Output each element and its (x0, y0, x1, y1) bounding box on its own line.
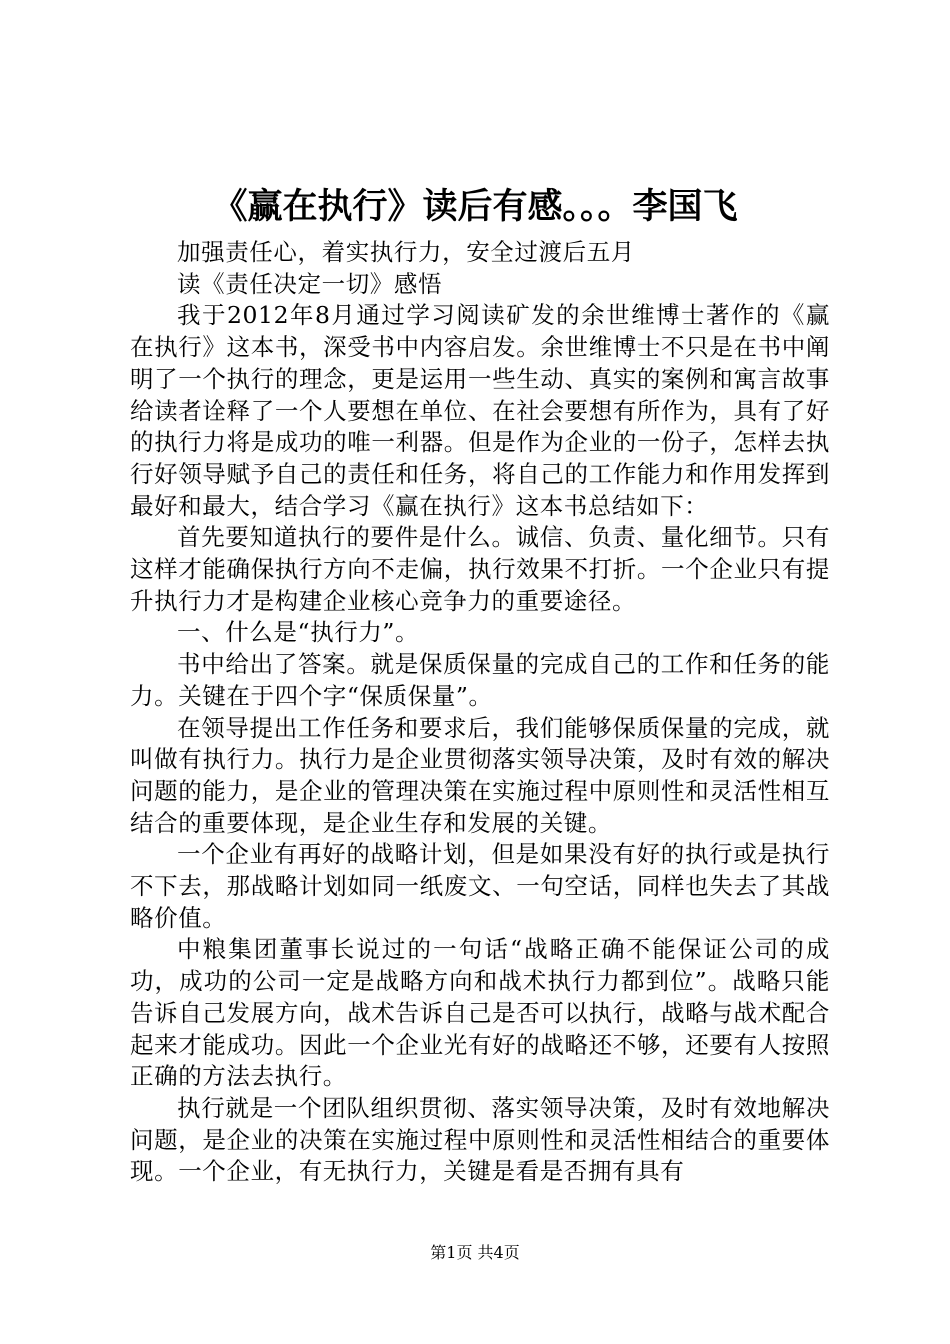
paragraph: 在领导提出工作任务和要求后，我们能够保质保量的完成，就叫做有执行力。执行力是企业贯彻落实领导决策，及时有效的解决问题的能力，是企业的管理决策在实施过程中原则性和灵活性相互结合的重要体现，是企业生存和发展的关键。 (130, 713, 830, 837)
page-footer: 第1页 共4页 (430, 1243, 520, 1262)
document-body (130, 237, 830, 1188)
paragraph: 首先要知道执行的要件是什么。诚信、负责、量化细节。只有这样才能确保执行方向不走偏，执行效果不打折。一个企业只有提升执行力才是构建企业核心竞争力的重要途径。 (130, 523, 830, 615)
paragraph: 一个企业有再好的战略计划，但是如果没有好的执行或是执行不下去，那战略计划如同一纸废文、一句空话，同样也失去了其战略价值。 (130, 840, 830, 932)
section-heading: 一、什么是“执行力”。 (177, 618, 420, 647)
paragraph: 中粮集团董事长说过的一句话“战略正确不能保证公司的成功，成功的公司一定是战略方向和战术执行力都到位”。战略只能告诉自己发展方向，战术告诉自己是否可以执行，战略与战术配合起来才能成功。因此一个企业光有好的战略还不够，还要有人按照正确的方法去执行。 (130, 935, 830, 1091)
paragraph: 我于2012年8月通过学习阅读矿发的余世维博士著作的《赢在执行》这本书，深受书中内容启发。余世维博士不只是在书中阐明了一个执行的理念，更是运用一些生动、真实的案例和寓言故事给读者诠释了一个人要想在单位、在社会要想有所作为，具有了好的执行力将是成功的唯一利器。但是作为企业的一份子，怎样去执行好领导赋予自己的责任和任务，将自己的工作能力和作用发挥到最好和最大，结合学习《赢在执行》这本书总结如下： (130, 301, 830, 520)
document-title: 《赢在执行》读后有感。。。李国飞 (212, 187, 738, 227)
paragraph-subtitle-1: 加强责任心，着实执行力，安全过渡后五月 (177, 238, 635, 266)
paragraph: 执行就是一个团队组织贯彻、落实领导决策，及时有效地解决问题，是企业的决策在实施过程中原则性和灵活性相结合的重要体现。一个企业，有无执行力，关键是看是否拥有具有 (130, 1093, 830, 1186)
paragraph-subtitle-2: 读《责任决定一切》感悟 (177, 269, 443, 298)
paragraph: 书中给出了答案。就是保质保量的完成自己的工作和任务的能力。关键在于四个字“保质保量”。 (130, 650, 830, 710)
